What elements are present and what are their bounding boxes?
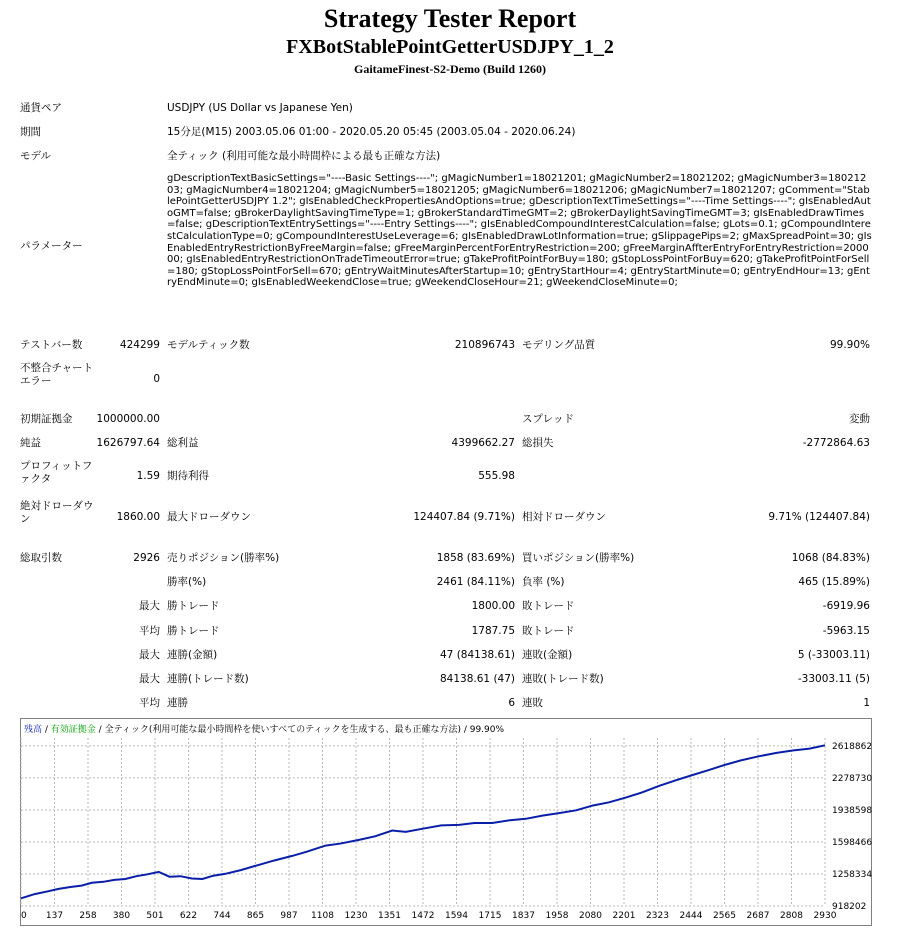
avgconsloss-value: 1 bbox=[863, 697, 870, 709]
report-title: Strategy Tester Report bbox=[323, 4, 577, 33]
long-label: 買いポジション(勝率%) bbox=[522, 552, 635, 564]
grossloss-value: -2772864.63 bbox=[802, 437, 870, 449]
x-tick-label: 865 bbox=[246, 911, 265, 921]
avgwin-label: 勝トレード bbox=[167, 625, 220, 637]
y-tick-label: 1258334 bbox=[832, 869, 872, 880]
max-label-2: 最大 bbox=[139, 649, 160, 661]
legend-quality: 99.90% bbox=[469, 725, 505, 735]
x-tick-label: 258 bbox=[79, 911, 97, 921]
x-tick-label: 2201 bbox=[612, 911, 636, 921]
long-value: 1068 (84.83%) bbox=[791, 552, 870, 564]
x-tick-label: 380 bbox=[112, 911, 131, 921]
avgloss-label: 敗トレード bbox=[522, 625, 575, 637]
avgconsloss-label: 連敗 bbox=[522, 697, 543, 709]
netprofit-label: 純益 bbox=[20, 437, 41, 449]
symbol-label: 通貨ペア bbox=[20, 102, 62, 114]
x-tick-label: 622 bbox=[179, 911, 198, 921]
maxloss-label: 敗トレード bbox=[522, 600, 575, 612]
consloss2-value: -33003.11 (5) bbox=[797, 673, 870, 685]
avgloss-value: -5963.15 bbox=[822, 625, 870, 637]
x-tick-label: 1594 bbox=[445, 911, 468, 921]
balance-chart bbox=[20, 718, 872, 926]
x-tick-label: 744 bbox=[213, 911, 231, 921]
bars-value: 424299 bbox=[119, 339, 160, 351]
netprofit-value: 1626797.64 bbox=[96, 437, 160, 449]
consloss-label: 連敗(金額) bbox=[522, 649, 573, 661]
consloss2-label: 連敗(トレード数) bbox=[522, 673, 604, 685]
x-tick-label: 1230 bbox=[344, 911, 368, 921]
chart-legend bbox=[24, 723, 504, 735]
lossrate-label: 負率 (%) bbox=[522, 576, 565, 588]
grossloss-label: 総損失 bbox=[522, 437, 554, 449]
x-tick-label: 2565 bbox=[713, 911, 736, 921]
x-tick-label: 1837 bbox=[512, 911, 535, 921]
ticks-value: 210896743 bbox=[454, 339, 515, 351]
params-value: gDescriptionTextBasicSettings="----Basic Settings----"; gMagicNumber1=18021201; gMagicNumber2=18021202; gMagicNumber3=18021203; gMagicNumber4=18021204; gMagicNumber5=18021205; gMagicNumber6=18021206; gMagicNumber7=18021207; gComment="StablePointGetterUSDJPY 1.2"; gIsEnabledCheckPropertiesAndOptions=true; gDescriptionTextTimeSettings="----Time Settings----"; gIsEnabledAutoGMT=false; gBrokerDaylightSavingTimeType=1; gBrokerStandardTimeGMT=2; gBrokerDaylightSavingTimeGMT=3; gIsEnabledDrawTimes=false; gDescriptionTextEntrySettings="----Entry Settings----"; gIsEnabledCompoundInterestCalculation=false; gLots=0.1; gCompoundInterestCalculationType=0; gCompoundInterestUseLeverage=6; gIsEnabledDrawLotInformation=true; gSlippagePips=2; gMaxSpreadPoint=30; gIsEnabledEntryRestrictionByFreeMargin=false; gFreeMarginPercentForEntryRestriction=200; gFreeMarginAffterEntryForEntryRestriction=200000; gIsEnabledEntryRestrictionOnTradeTimeoutError=true; gTakeProfitPointForBuy=180; gStopLossPointForBuy=620; gTakeProfitPointForSell=180; gStopLossPointForSell=670; gEntryWaitMinutesAfterStartup=10; gEntryStartHour=4; gEntryStartMinute=0; gEntryEndHour=13; gEntryEndMinute=0; gIsEnabledWeekendClose=true; gWeekendCloseHour=21; gWeekendCloseMinute=0; bbox=[167, 173, 872, 289]
x-tick-label: 0 bbox=[21, 911, 27, 921]
symbol-value: USDJPY (US Dollar vs Japanese Yen) bbox=[167, 102, 353, 114]
y-tick-label: 918202 bbox=[832, 902, 867, 912]
consloss-value: 5 (-33003.11) bbox=[797, 649, 870, 661]
x-tick-label: 2930 bbox=[813, 911, 837, 921]
grossprofit-value: 4399662.27 bbox=[451, 437, 515, 449]
x-tick-label: 2444 bbox=[679, 911, 703, 921]
trades-label: 総取引数 bbox=[20, 552, 62, 564]
legend-model: 全ティック(利用可能な最小時間枠を使いすべてのティックを生成する、最も正確な方法) bbox=[104, 725, 461, 735]
conswin-value: 47 (84138.61) bbox=[440, 649, 515, 661]
legend-sep-3: / bbox=[460, 725, 470, 735]
winrate-label: 勝率(%) bbox=[167, 576, 207, 588]
x-tick-label: 1108 bbox=[311, 911, 334, 921]
x-tick-label: 2323 bbox=[646, 911, 669, 921]
mismatch-value: 0 bbox=[153, 373, 160, 385]
pf-value: 1.59 bbox=[136, 470, 160, 482]
expected-value: 555.98 bbox=[478, 470, 515, 482]
balance-chart-svg bbox=[20, 718, 872, 926]
y-tick-label: 2618862 bbox=[832, 741, 872, 752]
short-value: 1858 (83.69%) bbox=[436, 552, 515, 564]
ea-name: FXBotStablePointGetterUSDJPY_1_2 bbox=[286, 36, 614, 58]
deposit-label: 初期証拠金 bbox=[20, 413, 73, 425]
x-tick-label: 1958 bbox=[545, 911, 569, 921]
legend-sep-1: / bbox=[42, 725, 51, 735]
y-tick-label: 1938598 bbox=[832, 805, 872, 816]
trades-value: 2926 bbox=[133, 552, 160, 564]
mismatch-label: 不整合チャートエラー bbox=[20, 362, 94, 387]
y-tick-label: 2278730 bbox=[832, 773, 872, 784]
avgconswin-label: 連勝 bbox=[167, 697, 188, 709]
x-tick-label: 2080 bbox=[579, 911, 602, 921]
conswin2-value: 84138.61 (47) bbox=[440, 673, 515, 685]
period-value: 15分足(M15) 2003.05.06 01:00 - 2020.05.20 05:45 (2003.05.04 - 2020.06.24) bbox=[167, 126, 576, 138]
server-name: GaitameFinest-S2-Demo (Build 1260) bbox=[354, 62, 546, 76]
quality-value: 99.90% bbox=[829, 339, 870, 351]
maxloss-value: -6919.96 bbox=[822, 600, 870, 612]
avg-label-1: 平均 bbox=[139, 625, 160, 637]
ticks-label: モデルティック数 bbox=[167, 339, 250, 351]
maxdd-label: 最大ドローダウン bbox=[167, 511, 251, 523]
winrate-value: 2461 (84.11%) bbox=[436, 576, 515, 588]
params-label: パラメーター bbox=[20, 240, 83, 252]
legend-margin: 有効証拠金 bbox=[50, 725, 96, 735]
avgwin-value: 1787.75 bbox=[471, 625, 515, 637]
x-tick-label: 501 bbox=[146, 911, 164, 921]
max-label-1: 最大 bbox=[139, 600, 160, 612]
period-label: 期間 bbox=[20, 126, 41, 138]
lossrate-value: 465 (15.89%) bbox=[798, 576, 870, 588]
chart-frame bbox=[21, 719, 872, 926]
x-tick-label: 2687 bbox=[746, 911, 770, 921]
pf-label: プロフィットファクタ bbox=[20, 460, 93, 485]
deposit-value: 1000000.00 bbox=[96, 413, 160, 425]
grossprofit-label: 総利益 bbox=[167, 437, 199, 449]
x-tick-label: 137 bbox=[45, 911, 64, 921]
spread-label: スプレッド bbox=[522, 413, 574, 425]
bars-label: テストバー数 bbox=[20, 339, 83, 351]
expected-label: 期待利得 bbox=[167, 470, 209, 482]
absdd-value: 1860.00 bbox=[116, 511, 160, 523]
quality-label: モデリング品質 bbox=[522, 339, 596, 351]
max-label-3: 最大 bbox=[139, 673, 160, 685]
reldd-label: 相対ドローダウン bbox=[522, 511, 606, 523]
avgconswin-value: 6 bbox=[508, 697, 515, 709]
model-value: 全ティック (利用可能な最小時間枠による最も正確な方法) bbox=[167, 150, 441, 162]
x-tick-label: 1351 bbox=[378, 911, 401, 921]
conswin-label: 連勝(金額) bbox=[167, 649, 218, 661]
spread-value: 変動 bbox=[849, 413, 870, 425]
absdd-label: 絶対ドローダウン bbox=[20, 500, 94, 525]
maxwin-label: 勝トレード bbox=[167, 600, 220, 612]
legend-balance: 残高 bbox=[24, 725, 43, 735]
maxwin-value: 1800.00 bbox=[471, 600, 515, 612]
reldd-value: 9.71% (124407.84) bbox=[768, 511, 870, 523]
conswin2-label: 連勝(トレード数) bbox=[167, 673, 249, 685]
x-tick-label: 987 bbox=[280, 911, 298, 921]
x-tick-label: 1472 bbox=[411, 911, 435, 921]
maxdd-value: 124407.84 (9.71%) bbox=[413, 511, 515, 523]
x-tick-label: 2808 bbox=[780, 911, 803, 921]
model-label: モデル bbox=[20, 150, 51, 162]
avg-label-2: 平均 bbox=[139, 697, 160, 709]
short-label: 売りポジション(勝率%) bbox=[167, 552, 280, 564]
legend-sep-2: / bbox=[95, 725, 105, 735]
y-tick-label: 1598466 bbox=[832, 837, 872, 848]
x-tick-label: 1715 bbox=[478, 911, 502, 921]
